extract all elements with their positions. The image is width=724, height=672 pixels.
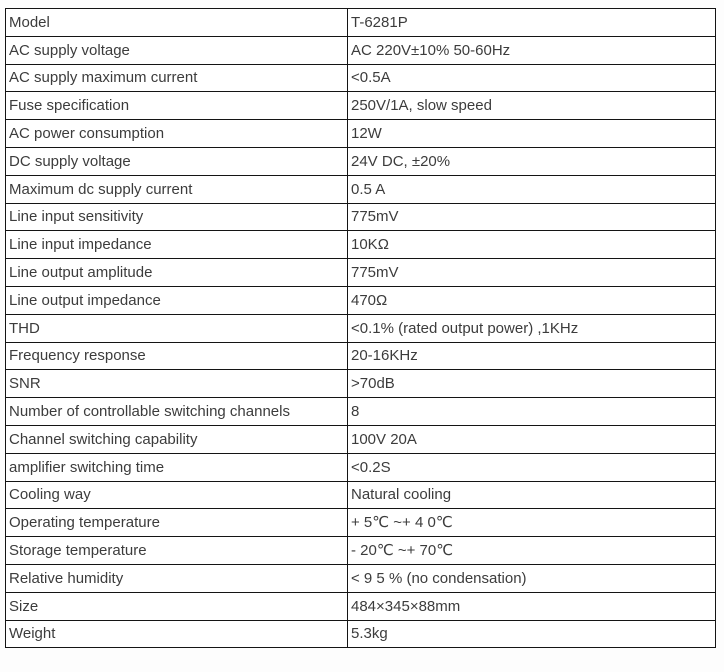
- spec-label-cell: Relative humidity: [6, 564, 348, 592]
- spec-label-cell: Line input sensitivity: [6, 203, 348, 231]
- spec-table-container: [5, 8, 716, 648]
- spec-value-cell: <0.1% (rated output power) ,1KHz: [348, 314, 716, 342]
- spec-label-cell: DC supply voltage: [6, 147, 348, 175]
- table-row: [6, 147, 716, 175]
- spec-value-cell: AC 220V±10% 50-60Hz: [348, 36, 716, 64]
- spec-value-cell: 0.5 A: [348, 175, 716, 203]
- spec-label-cell: Fuse specification: [6, 92, 348, 120]
- spec-value-cell: 775mV: [348, 203, 716, 231]
- table-row: [6, 259, 716, 287]
- spec-value-cell: Natural cooling: [348, 481, 716, 509]
- spec-label-cell: Size: [6, 592, 348, 620]
- spec-label-cell: AC power consumption: [6, 120, 348, 148]
- spec-value-cell: + 5℃ ~+ 4 0℃: [348, 509, 716, 537]
- table-row: [6, 92, 716, 120]
- table-row: [6, 9, 716, 37]
- spec-value-cell: 484×345×88mm: [348, 592, 716, 620]
- table-row: [6, 370, 716, 398]
- table-row: [6, 453, 716, 481]
- spec-label-cell: Operating temperature: [6, 509, 348, 537]
- table-row: [6, 481, 716, 509]
- table-row: [6, 36, 716, 64]
- table-row: [6, 120, 716, 148]
- table-row: [6, 64, 716, 92]
- spec-label-cell: Maximum dc supply current: [6, 175, 348, 203]
- table-row: [6, 592, 716, 620]
- table-row: [6, 398, 716, 426]
- spec-value-cell: T-6281P: [348, 9, 716, 37]
- spec-label-cell: Channel switching capability: [6, 425, 348, 453]
- spec-value-cell: >70dB: [348, 370, 716, 398]
- spec-value-cell: 24V DC, ±20%: [348, 147, 716, 175]
- spec-value-cell: <0.5A: [348, 64, 716, 92]
- spec-label-cell: Model: [6, 9, 348, 37]
- spec-label-cell: Weight: [6, 620, 348, 648]
- table-row: [6, 342, 716, 370]
- table-row: [6, 509, 716, 537]
- spec-label-cell: Frequency response: [6, 342, 348, 370]
- table-row: [6, 231, 716, 259]
- spec-value-cell: 10KΩ: [348, 231, 716, 259]
- spec-label-cell: Number of controllable switching channels: [6, 398, 348, 426]
- spec-label-cell: Line output amplitude: [6, 259, 348, 287]
- spec-value-cell: 8: [348, 398, 716, 426]
- table-row: [6, 564, 716, 592]
- spec-value-cell: <0.2S: [348, 453, 716, 481]
- table-row: [6, 537, 716, 565]
- spec-value-cell: 250V/1A, slow speed: [348, 92, 716, 120]
- spec-value-cell: 20-16KHz: [348, 342, 716, 370]
- table-row: [6, 425, 716, 453]
- spec-value-cell: 5.3kg: [348, 620, 716, 648]
- product-specification-table: [5, 8, 716, 648]
- spec-value-cell: 775mV: [348, 259, 716, 287]
- table-row: [6, 620, 716, 648]
- table-row: [6, 175, 716, 203]
- spec-label-cell: Line output impedance: [6, 286, 348, 314]
- spec-table-body: [6, 9, 716, 648]
- spec-label-cell: AC supply voltage: [6, 36, 348, 64]
- spec-value-cell: - 20℃ ~+ 70℃: [348, 537, 716, 565]
- spec-label-cell: AC supply maximum current: [6, 64, 348, 92]
- spec-value-cell: 12W: [348, 120, 716, 148]
- spec-label-cell: amplifier switching time: [6, 453, 348, 481]
- spec-label-cell: THD: [6, 314, 348, 342]
- spec-label-cell: SNR: [6, 370, 348, 398]
- spec-value-cell: 100V 20A: [348, 425, 716, 453]
- spec-label-cell: Storage temperature: [6, 537, 348, 565]
- table-row: [6, 203, 716, 231]
- table-row: [6, 286, 716, 314]
- spec-value-cell: < 9 5 % (no condensation): [348, 564, 716, 592]
- spec-label-cell: Cooling way: [6, 481, 348, 509]
- spec-label-cell: Line input impedance: [6, 231, 348, 259]
- spec-value-cell: 470Ω: [348, 286, 716, 314]
- table-row: [6, 314, 716, 342]
